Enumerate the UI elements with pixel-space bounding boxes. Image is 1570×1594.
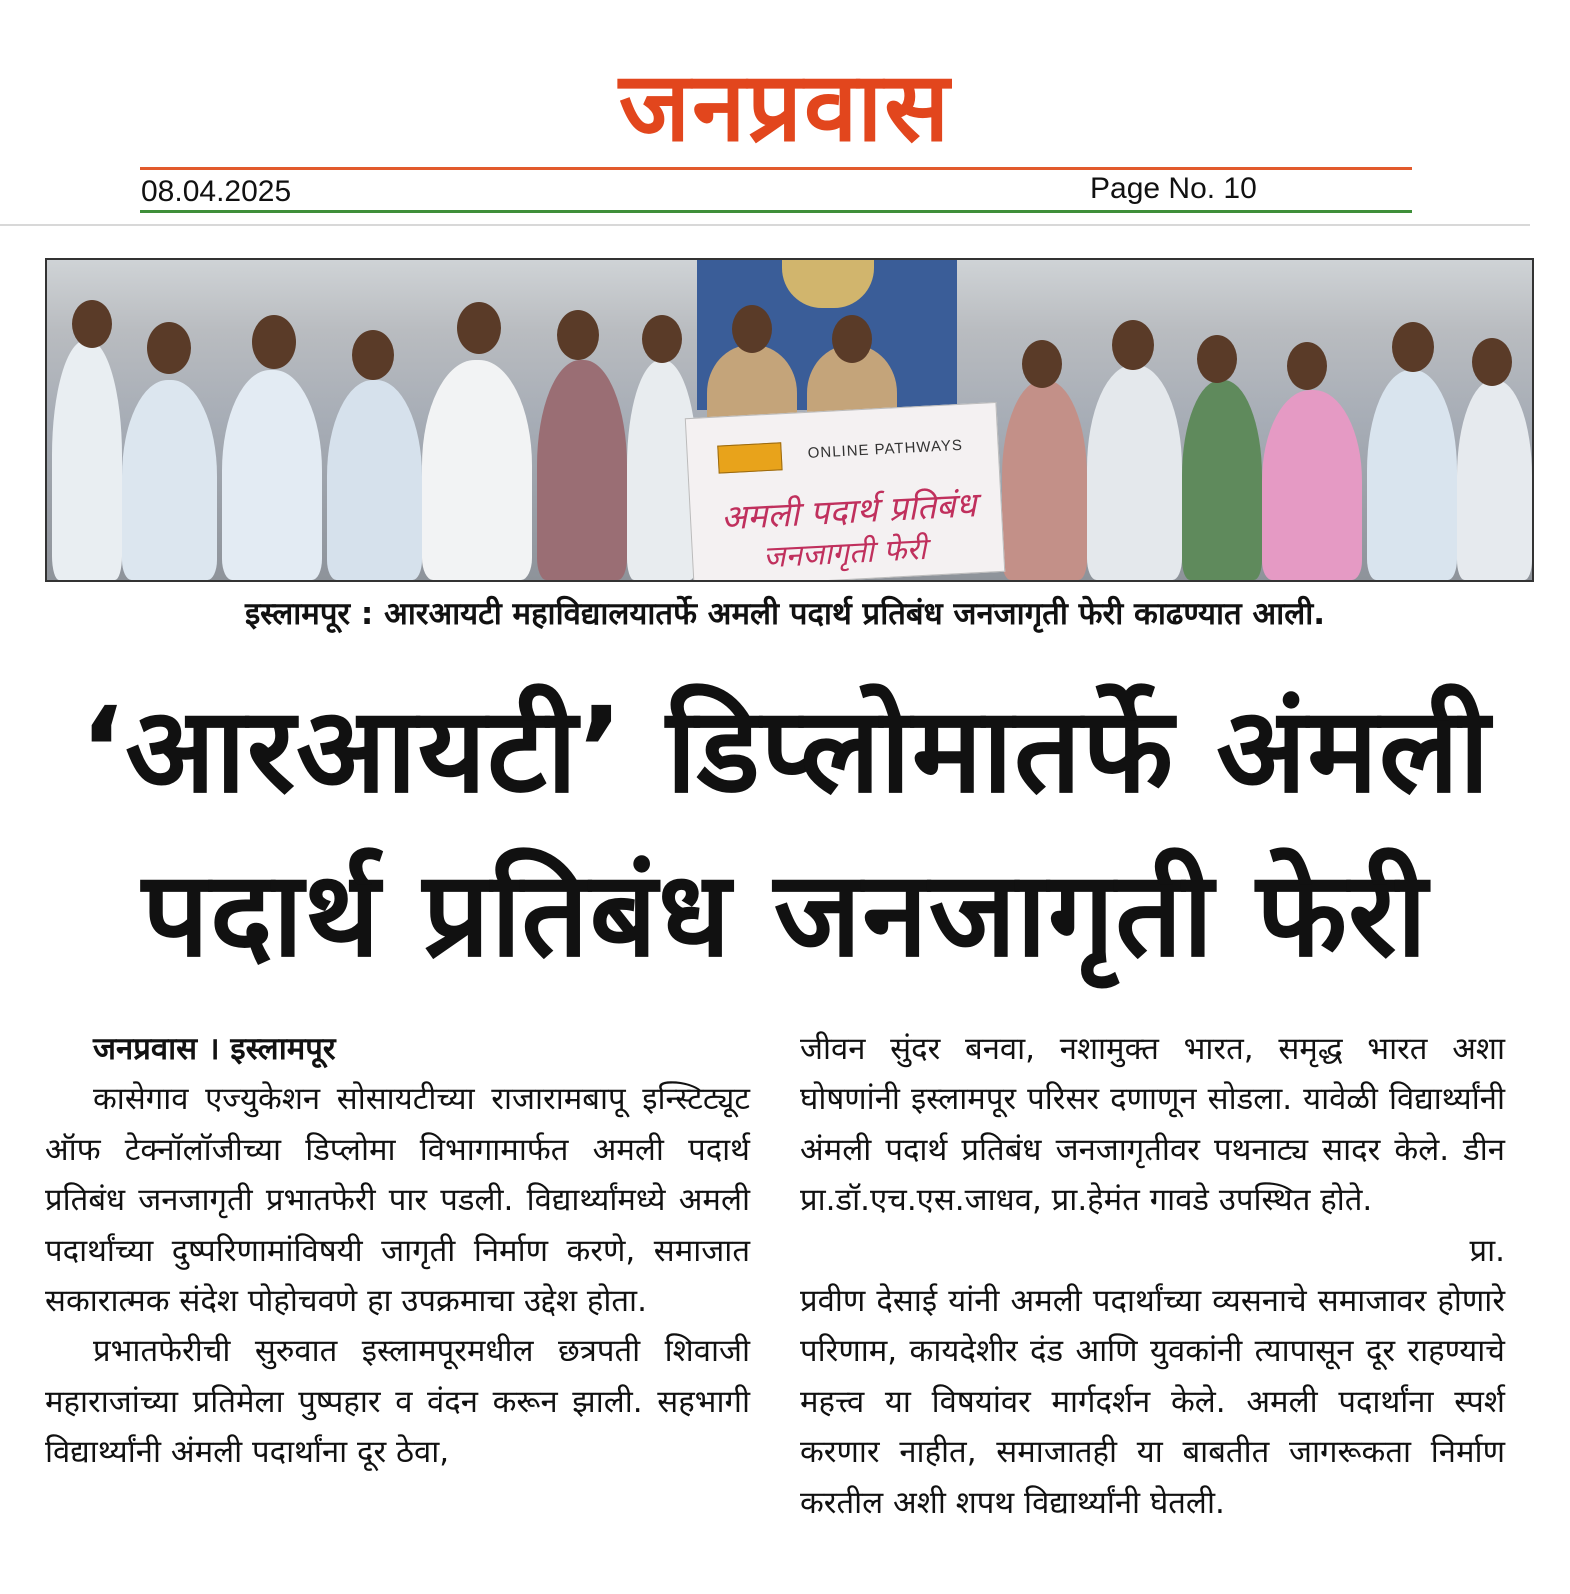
photo-person [122,380,217,580]
headline-line2: पदार्थ प्रतिबंध जनजागृती फेरी [141,845,1429,983]
masthead-rule-green [140,210,1412,213]
photo-person-head [832,315,872,363]
photo-person [1087,365,1182,580]
photo-person [422,360,532,580]
photo-person-head [457,302,501,354]
photo-person-head [72,300,112,348]
photo-person [1262,390,1362,580]
divider [0,224,1530,226]
photo-person [1002,380,1087,580]
photo-person [1457,380,1532,580]
photo-person-head [557,310,599,360]
article-column-left [45,1024,750,1478]
photo-person-head [352,330,394,380]
banner-org-text: ONLINE PATHWAYS [807,436,964,462]
photo-banner [685,402,1005,582]
article-paragraph: कासेगाव एज्युकेशन सोसायटीच्या राजारामबापू इन्स्टिट्यूट ऑफ टेक्नॉलॉजीच्या डिप्लोमा विभागामार्फत अमली पदार्थ प्रतिबंध जनजागृती प्रभातफेरी पार पडली. विद्यार्थ्यांमध्ये अमली पदार्थांच्या दुष्परिणामांविषयी जागृती निर्माण करणे, समाजात सकारात्मक संदेश पोहोचवणे हा उपक्रमाचा उद्देश होता. [45,1081,750,1320]
photo-person-head [732,305,772,353]
banner-text-line2: जनजागृती फेरी [762,531,928,576]
photo-person-head [252,315,296,369]
banner-logo [717,442,782,473]
photo-person [1367,370,1457,580]
photo-person-head [1022,340,1062,388]
photo-person-head [1112,320,1154,370]
photo-caption: इस्लामपूर : आरआयटी महाविद्यालयातर्फे अमली पदार्थ प्रतिबंध जनजागृती फेरी काढण्यात आली. [244,596,1326,632]
article-paragraph-fragment: प्रा. [1469,1232,1505,1269]
article-dateline: जनप्रवास । इस्लामपूर [93,1031,336,1067]
photo-person-head [1392,322,1434,372]
photo-person [222,370,322,580]
article-paragraph: जीवन सुंदर बनवा, नशामुक्त भारत, समृद्ध भारत अशा घोषणांनी इस्लामपूर परिसर दणाणून सोडला. यावेळी विद्यार्थ्यांनी अंमली पदार्थ प्रतिबंध जनजागृतीवर पथनाट्य सादर केले. डीन प्रा.डॉ.एच.एस.जाधव, प्रा.हेमंत गावडे उपस्थित होते. [800,1031,1505,1219]
page-number: Page No. 10 [1090,172,1257,205]
news-photo [45,258,1534,582]
article-paragraph: प्रभातफेरीची सुरुवात इस्लामपूरमधील छत्रपती शिवाजी महाराजांच्या प्रतिमेला पुष्पहार व वंदन करून झाली. सहभागी विद्यार्थ्यांनी अंमली पदार्थांना दूर ठेवा, [45,1333,750,1471]
newspaper-masthead: जनप्रवास [618,51,952,163]
article-column-right [800,1024,1505,1528]
photo-person [327,380,422,580]
photo-person [537,360,627,580]
headline-line1: ‘आरआयटी’ डिप्लोमातर्फे अंमली [79,681,1491,819]
photo-person [52,340,122,580]
photo-person-head [1472,338,1512,386]
photo-person-head [147,322,191,374]
banner-text-line1: अमली पदार्थ प्रतिबंध [720,485,978,539]
photo-person-head [1287,342,1327,390]
masthead-rule-orange [140,167,1412,170]
photo-person-head [1197,335,1237,383]
photo-person-head [642,315,682,363]
photo-person [1182,380,1262,580]
headline [0,668,1570,996]
issue-date: 08.04.2025 [141,175,292,208]
article-paragraph: प्रवीण देसाई यांनी अमली पदार्थांच्या व्यसनाचे समाजावर होणारे परिणाम, कायदेशीर दंड आणि युवकांनी त्यापासून दूर राहण्याचे महत्त्व या विषयांवर मार्गदर्शन केले. अमली पदार्थांना स्पर्श करणार नाहीत, समाजातही या बाबतीत जागरूकता निर्माण करतील अशी शपथ विद्यार्थ्यांनी घेतली. [800,1283,1505,1521]
